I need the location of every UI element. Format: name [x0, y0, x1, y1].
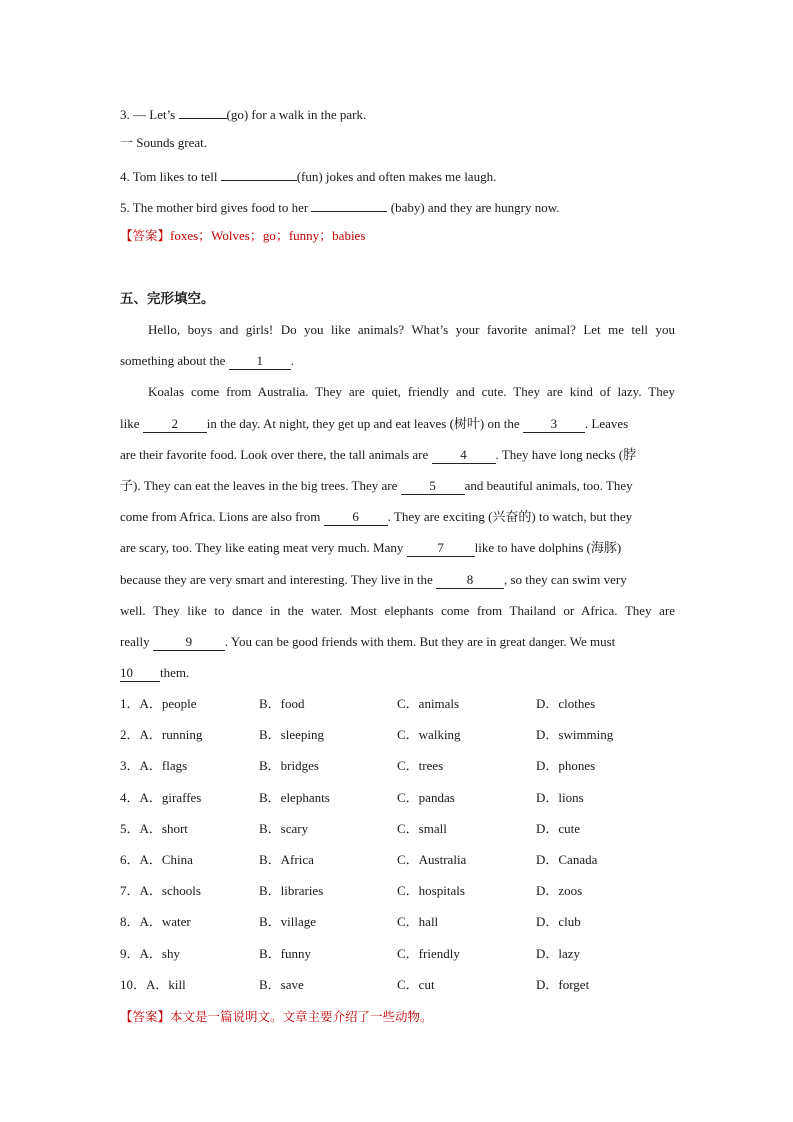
passage-line: [120, 477, 675, 495]
passage-text: . You can be good friends with them. But they are in great danger. We must: [224, 634, 616, 649]
option-d: D．cute: [536, 820, 581, 836]
option-d: D．clothes: [536, 696, 596, 711]
option-b: B．food: [259, 696, 305, 711]
passage-text: 子). They can eat the leaves in the big trees. They are: [120, 478, 398, 493]
passage-text: something about the: [120, 353, 226, 368]
option-a: 6．A．China: [120, 852, 193, 867]
passage-text: . They have long necks (脖: [495, 447, 637, 462]
passage-line: [120, 633, 675, 651]
answer-text: 本文是一篇说明文。文章主要介绍了一些动物。: [170, 1009, 433, 1024]
option-d: D．club: [536, 914, 581, 930]
option-c: C．trees: [397, 758, 444, 774]
passage-text: Koalas come from Australia. They are quiet, friendly and cute. They are kind of lazy. They: [148, 384, 675, 399]
part4-answer: [120, 227, 675, 245]
answer-blank: [221, 165, 297, 181]
option-a: 8．A．water: [120, 914, 191, 930]
option-a: 10．A．kill: [120, 976, 186, 992]
cloze-blank: 10: [120, 666, 160, 682]
option-b: B．save: [259, 976, 304, 992]
cloze-blank: 3: [523, 417, 585, 433]
option-c: C．hall: [397, 914, 439, 930]
passage-text: . Leaves: [584, 416, 629, 431]
passage-line: [120, 383, 675, 401]
option-a: 5．A．short: [120, 820, 188, 836]
option-c: C．pandas: [397, 789, 455, 805]
option-d: D．zoos: [536, 883, 583, 899]
option-a: 3．A．flags: [120, 758, 188, 774]
cloze-blank: 2: [143, 417, 207, 433]
passage-text: in the day. At night, they get up and eat leaves (树叶) on the: [206, 416, 520, 431]
passage-text: like to have dolphins (海豚): [474, 540, 622, 555]
passage-line: [120, 321, 675, 339]
section-heading: 五、完形填空。: [120, 291, 215, 307]
passage-line: [120, 571, 675, 589]
option-c: C．Australia: [397, 852, 467, 867]
passage-line: [120, 539, 675, 557]
option-c: C．walking: [397, 727, 461, 743]
passage-text: . They are exciting (兴奋的) to watch, but they: [387, 509, 633, 524]
question-text: (fun) jokes and often makes me laugh.: [296, 169, 497, 184]
question-text: 5. The mother bird gives food to her: [120, 200, 309, 215]
cloze-blank: 6: [324, 510, 388, 526]
cloze-blank: 9: [153, 635, 225, 651]
option-d: D．lions: [536, 789, 584, 805]
option-b: B．funny: [259, 945, 312, 961]
option-d: D．phones: [536, 758, 596, 774]
passage-line: [120, 664, 675, 682]
option-d: D．swimming: [536, 727, 614, 743]
answer-text: foxes；Wolves；go；funny；babies: [170, 228, 366, 243]
cloze-blank: 1: [229, 354, 291, 370]
option-b: B．elephants: [259, 789, 330, 805]
option-a: 2．A．running: [120, 727, 203, 743]
passage-line: [120, 508, 675, 526]
passage-text: well. They like to dance in the water. Most elephants come from Thailand or Africa. They are: [120, 603, 675, 618]
question-text: 一 Sounds great.: [120, 135, 208, 150]
option-d: D．forget: [536, 976, 590, 992]
option-a: 7．A．schools: [120, 883, 201, 899]
passage-text: and beautiful animals, too. They: [464, 478, 633, 493]
passage-line: [120, 446, 675, 464]
passage-text: like: [120, 416, 140, 431]
passage-text: come from Africa. Lions are also from: [120, 509, 321, 524]
passage-text: really: [120, 634, 150, 649]
option-a: 9．A．shy: [120, 945, 180, 961]
option-b: B．Africa: [259, 852, 314, 867]
question-4: [120, 165, 675, 186]
passage-text: them.: [160, 665, 190, 680]
option-b: B．sleeping: [259, 727, 324, 743]
passage-line: [120, 352, 675, 370]
question-text: (go) for a walk in the park.: [226, 107, 367, 122]
passage-line: [120, 415, 675, 433]
answer-label: 【答案】: [120, 228, 171, 243]
cloze-blank: 5: [401, 479, 465, 495]
option-b: B．scary: [259, 820, 309, 836]
passage-text: .: [290, 353, 294, 368]
option-b: B．village: [259, 914, 317, 930]
question-text: (baby) and they are hungry now.: [390, 200, 560, 215]
answer-blank: [311, 196, 387, 212]
option-a: 4．A．giraffes: [120, 789, 202, 805]
option-b: B．libraries: [259, 883, 324, 899]
passage-line: [120, 602, 675, 620]
option-c: C．small: [397, 820, 447, 836]
option-c: C．friendly: [397, 945, 460, 961]
part5-answer: [120, 1008, 675, 1026]
question-5: [120, 196, 675, 217]
option-c: C．hospitals: [397, 883, 465, 899]
option-b: B．bridges: [259, 758, 319, 774]
passage-text: , so they can swim very: [503, 572, 627, 587]
question-text: 3. — Let’s: [120, 107, 176, 122]
question-3: [120, 103, 675, 124]
passage-text: are their favorite food. Look over there, the tall animals are: [120, 447, 429, 462]
question-3-reply: [120, 134, 675, 152]
cloze-blank: 4: [432, 448, 496, 464]
option-d: D．lazy: [536, 945, 581, 961]
answer-blank: [179, 103, 227, 119]
option-c: C．cut: [397, 976, 435, 992]
passage-text: are scary, too. They like eating meat very much. Many: [120, 540, 404, 555]
cloze-blank: 7: [407, 541, 475, 557]
cloze-blank: 8: [436, 573, 504, 589]
passage-text: because they are very smart and interesting. They live in the: [120, 572, 433, 587]
question-text: 4. Tom likes to tell: [120, 169, 218, 184]
answer-label: 【答案】: [120, 1009, 171, 1024]
option-a: 1．A．people: [120, 696, 197, 711]
passage-text: Hello, boys and girls! Do you like animals? What’s your favorite animal? Let me tell you: [148, 322, 675, 337]
option-c: C．animals: [397, 696, 460, 711]
option-d: D．Canada: [536, 852, 598, 867]
